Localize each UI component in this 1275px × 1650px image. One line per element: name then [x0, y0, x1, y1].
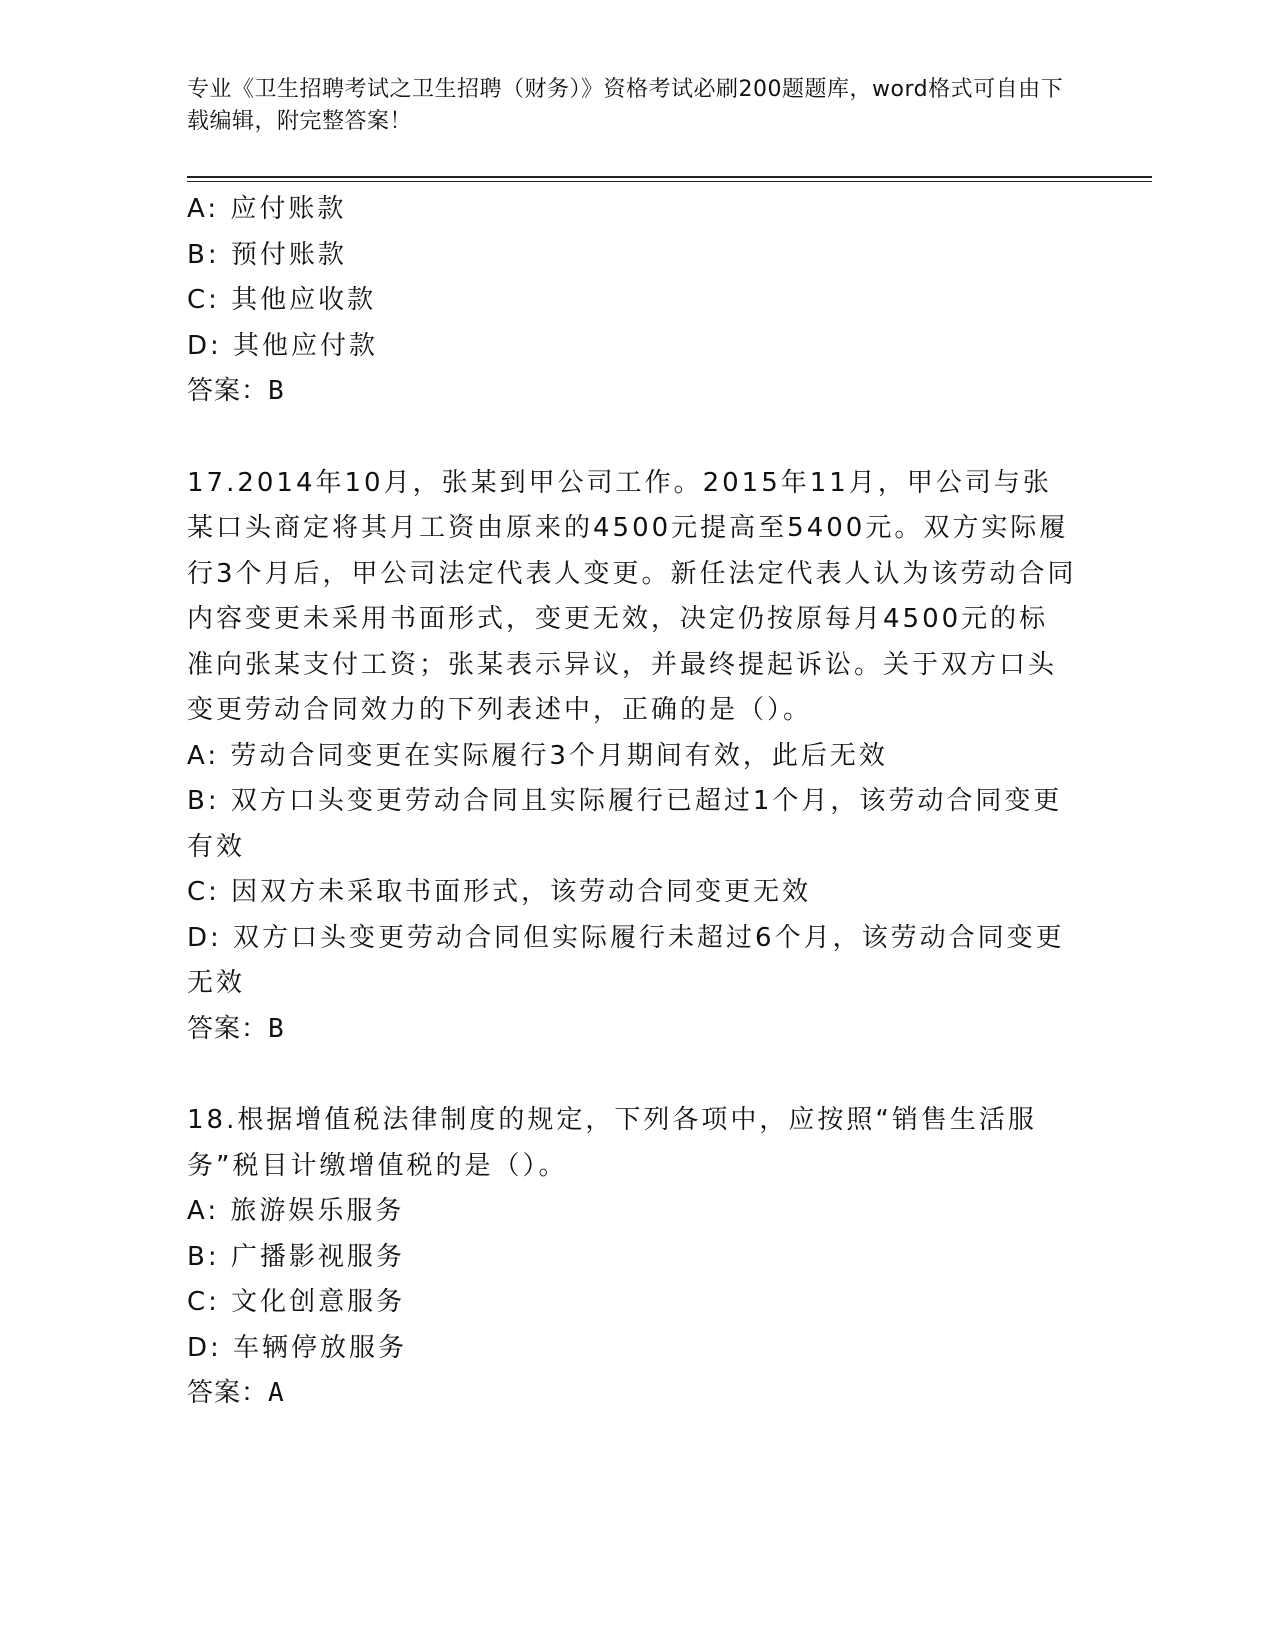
- answer-line: [187, 369, 1077, 415]
- option-b: B: 广播影视服务: [187, 1241, 405, 1272]
- option-d: D: 其他应付款: [187, 330, 379, 361]
- option-c: C: 因双方未采取书面形式，该劳动合同变更无效: [187, 877, 812, 907]
- answer-line: [187, 1007, 1077, 1053]
- header-divider: [187, 176, 1152, 182]
- document-body: [187, 187, 1077, 1417]
- answer-label: 答案：: [187, 376, 269, 406]
- answer-label: 答案：: [187, 1013, 269, 1044]
- option-a: A: 应付账款: [187, 194, 347, 224]
- spacer: [187, 415, 1077, 461]
- option-b: B: 预付账款: [187, 239, 347, 270]
- option-b: B: 双方口头变更劳动合同且实际履行已超过1个月，该劳动合同变更有效: [187, 786, 1063, 862]
- option-d: D: 双方口头变更劳动合同但实际履行未超过6个月，该劳动合同变更无效: [187, 922, 1065, 998]
- option-d: D: 车辆停放服务: [187, 1332, 408, 1363]
- question-block-18: [187, 1098, 1077, 1417]
- option-c: C: 其他应收款: [187, 285, 377, 315]
- answer-value: B: [268, 376, 285, 406]
- answer-line: [187, 1371, 1077, 1417]
- question-block-partial: [187, 187, 1077, 415]
- option-a: A: 劳动合同变更在实际履行3个月期间有效，此后无效: [187, 740, 888, 771]
- option-c: C: 文化创意服务: [187, 1287, 406, 1317]
- option-a: A: 旅游娱乐服务: [187, 1196, 405, 1226]
- answer-label: 答案：: [187, 1378, 269, 1408]
- document-header: [187, 74, 1067, 138]
- question-stem: 17.2014年10月，张某到甲公司工作。2015年11月，甲公司与张某口头商定将其月工资由原来的4500元提高至5400元。双方实际履行3个月后，甲公司法定代表人变更。新任法定代表人认为该劳动合同内容变更未采用书面形式，变更无效，决定仍按原每月4500元的标准向张某支付工资；张某表示异议，并最终提起诉讼。关于双方口头变更劳动合同效力的下列表述中，正确的是（）。: [187, 467, 1077, 725]
- question-block-17: [187, 461, 1077, 1053]
- spacer: [187, 1052, 1077, 1098]
- answer-value: A: [268, 1378, 285, 1408]
- header-title: 专业《卫生招聘考试之卫生招聘（财务）》资格考试必刷200题题库，word格式可自由下载编辑，附完整答案！: [187, 77, 1064, 134]
- question-stem: 18.根据增值税法律制度的规定，下列各项中，应按照“销售生活服务”税目计缴增值税的是（）。: [187, 1105, 1037, 1181]
- answer-value: B: [268, 1013, 285, 1044]
